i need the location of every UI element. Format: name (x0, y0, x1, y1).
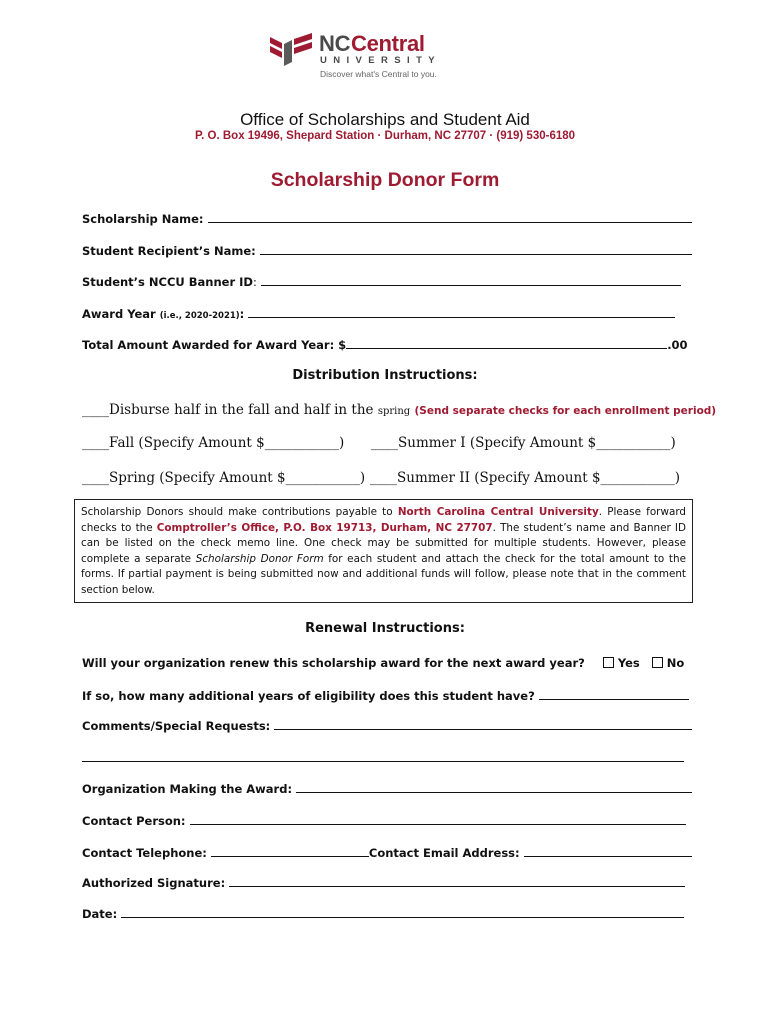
recipient-name-line[interactable] (260, 243, 692, 255)
renewal-heading: Renewal Instructions: (305, 621, 465, 636)
total-amount-label: Total Amount Awarded for Award Year: $ (82, 338, 347, 352)
signature-label: Authorized Signature: (82, 876, 226, 890)
option-fall[interactable]: ____Fall (Specify Amount $___________) (82, 435, 345, 451)
contact-email-line[interactable] (524, 845, 692, 857)
contact-phone-email-row (82, 845, 692, 860)
signature-field[interactable] (82, 875, 685, 890)
comments-label: Comments/Special Requests: (82, 719, 271, 733)
yes-checkbox[interactable] (603, 657, 614, 668)
comments-line-1[interactable] (274, 718, 692, 730)
contact-phone-line[interactable] (211, 845, 369, 857)
total-amount-field[interactable] (82, 337, 688, 352)
logo-university-text: UNIVERSITY (320, 55, 442, 66)
logo-tagline: Discover what's Central to you. (320, 69, 437, 79)
option-split-disbursement[interactable]: ____Disburse half in the fall and half in the spring (Send separate checks for each enrollment period) (82, 402, 717, 418)
eligibility-years-line[interactable] (539, 688, 689, 700)
date-label: Date: (82, 907, 118, 921)
eligibility-years-label: If so, how many additional years of eligibility does this student have? (82, 689, 535, 703)
date-field[interactable] (82, 906, 684, 921)
contact-email-label: Contact Email Address: (368, 846, 520, 860)
nccu-logo (268, 30, 488, 86)
comments-line-2[interactable] (82, 750, 684, 762)
renew-question-row (82, 656, 684, 670)
total-amount-line[interactable] (346, 337, 667, 349)
separate-checks-note: (Send separate checks for each enrollment period) (414, 405, 717, 417)
banner-id-label: Student’s NCCU Banner ID (82, 275, 253, 289)
comments-field[interactable] (82, 718, 692, 733)
total-amount-suffix: .00 (667, 338, 688, 352)
contact-person-label: Contact Person: (82, 814, 186, 828)
recipient-name-label: Student Recipient’s Name: (82, 244, 256, 258)
option-spring[interactable]: ____Spring (Specify Amount $___________) (82, 470, 366, 486)
office-title: Office of Scholarships and Student Aid (240, 110, 530, 129)
option-summer-1[interactable]: ____Summer I (Specify Amount $___________) (371, 435, 676, 451)
logo-central-text: Central (351, 31, 425, 56)
contact-person-line[interactable] (190, 813, 686, 825)
award-year-hint: (i.e., 2020-2021) (159, 311, 240, 321)
comments-line-2-row[interactable] (82, 750, 684, 765)
contact-person-field[interactable] (82, 813, 686, 828)
organization-line[interactable] (296, 781, 692, 793)
logo-nc-text: NC (319, 31, 351, 56)
office-address: P. O. Box 19496, Shepard Station · Durham, NC 27707 · (919) 530-6180 (194, 130, 576, 142)
eligibility-years-field[interactable] (82, 688, 689, 703)
scholarship-name-label: Scholarship Name: (82, 212, 204, 226)
scholarship-name-field[interactable] (82, 211, 692, 226)
award-year-line[interactable] (248, 306, 675, 318)
payment-notice-box: Scholarship Donors should make contributions payable to North Carolina Central University. Please forward checks to the Comptroller’s Office, P.O. Box 19713, Durham, NC 27707. The student’s name and Banner ID can be listed on the check memo line. One check may be submitted for multiple students. However, please complete a separate Scholarship Donor Form for each student and attach the check for the total amount to the forms. If partial payment is being submitted now and additional funds will follow, please note that in the comment section below. (74, 499, 693, 603)
recipient-name-field[interactable] (82, 243, 692, 258)
renew-question: Will your organization renew this scholarship award for the next award year? (82, 656, 585, 670)
split-disbursement-text: Disburse half in the fall and half in the (109, 402, 374, 418)
award-year-label: Award Year (82, 307, 156, 321)
signature-line[interactable] (229, 875, 685, 887)
form-name-ref: Scholarship Donor Form (195, 552, 324, 565)
organization-field[interactable] (82, 781, 692, 796)
award-year-field[interactable]: Award Year (i.e., 2020-2021): (82, 306, 675, 321)
contact-phone-label: Contact Telephone: (82, 846, 207, 860)
banner-id-line[interactable] (261, 274, 681, 286)
banner-id-field[interactable]: Student’s NCCU Banner ID: (82, 274, 681, 289)
scholarship-name-line[interactable] (208, 211, 692, 223)
date-line[interactable] (121, 906, 684, 918)
distribution-heading: Distribution Instructions: (292, 368, 478, 383)
nccu-emblem-icon (268, 33, 314, 67)
no-label: No (666, 656, 685, 670)
form-title: Scholarship Donor Form (270, 169, 500, 191)
organization-label: Organization Making the Award: (82, 782, 293, 796)
comptroller-address: Comptroller’s Office, P.O. Box 19713, Durham, NC 27707 (156, 521, 493, 534)
no-checkbox[interactable] (652, 657, 663, 668)
yes-label: Yes (617, 656, 640, 670)
option-summer-2[interactable]: ____Summer II (Specify Amount $___________) (370, 470, 681, 486)
payee-name: North Carolina Central University (397, 506, 599, 518)
